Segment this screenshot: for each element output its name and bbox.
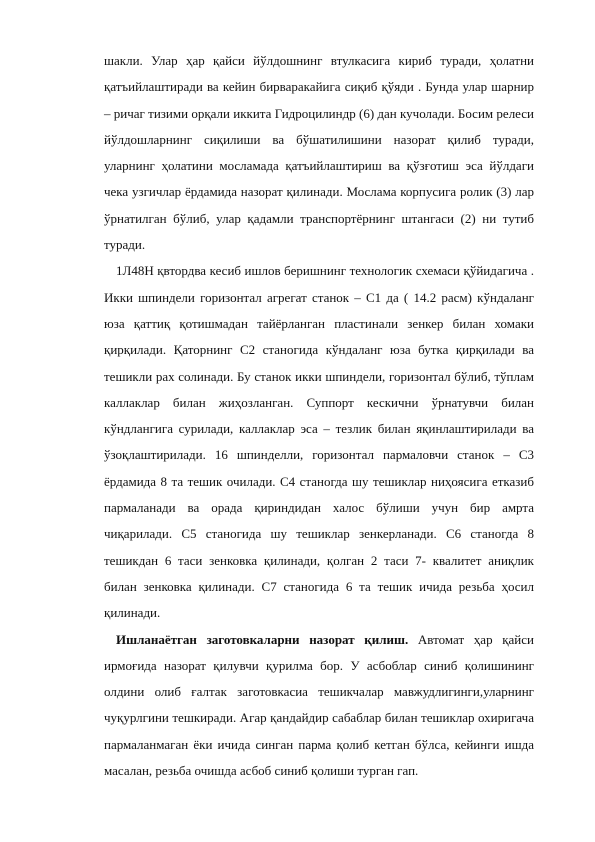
section-heading: Ишланаётган заготовкаларни назорат қилиш.: [116, 631, 409, 647]
paragraph-3: [104, 627, 534, 785]
paragraph-1: шакли. Улар ҳар қайси йўлдошнинг втулкасига кириб туради, ҳолатни қатъийлаштиради ва кейин бирваракайига сиқиб қўяди . Бунда улар шарнир – ричаг тизими орқали иккита Гидроцилиндр (6) дан кучолади. Босим релеси йўлдошларнинг сиқилиши ва бўшатилишини назорат қилиб туради, уларнинг ҳолатини мосламада қатъийлаштириш ва қўзғотиш эса йўлдаги чека узгичлар ёрдамида назорат қилинади. Мослама корпусига ролик (3) лар ўрнатилган бўлиб, улар қадамли транспортёрнинг штангаси (2) ни тутиб туради.: [104, 53, 534, 253]
paragraph-3-body: Автомат ҳар қайси ирмоғида назорат қилувчи қурилма бор. У асбоблар синиб қолишининг олдини олиб ғалтак заготовкасиа тешикчалар мавжудлигинги,уларнинг чуқурлгини тешкиради. Агар қандайдир сабаблар билан тешиклар охиригача пармаланмаган ёки ичида синган парма қолиб кетган бўлса, кейинги ишда масалан, резьба очишда асбоб синиб қолиши турган гап.: [104, 631, 534, 779]
document-page: [104, 48, 534, 784]
paragraph-2: 1Л48Н қвтордва кесиб ишлов беришнинг технологик схемаси қўйидагича . Икки шпиндели горизонтал агрегат станок – С1 да ( 14.2 расм) кўндаланг юза қаттиқ қотишмадан тайёрланган пластинали зенкер билан хомаки қирқилади. Қаторнинг С2 станогида кўндаланг юза бутка қирқилади ва тешикли рах солинади. Бу станок икки шпиндели, горизонтал бўлиб, тўплам каллаклар билан жиҳозланган. Суппорт кескични ўрнатувчи билан кўндлангига сурилади, каллаклар эса – тезлик билан яқинлаштирилади ва ўзоқлаштирилади. 16 шпинделли, горизонтал пармаловчи станок – С3 ёрдамида 8 та тешик очилади. С4 станогда шу тешиклар ниҳоясига етказиб пармаланади ва орада қириндидан халос бўлиши учун бир амрта чиқарилади. С5 станогида шу тешиклар зенкерланади. С6 станогда 8 тешикдан 6 таси зенковка қилинади, қолган 2 таси 7- квалитет аниқлик билан зенковка қилинади. С7 станогида 6 та тешик ичида резьба ҳосил қилинади.: [104, 263, 534, 621]
